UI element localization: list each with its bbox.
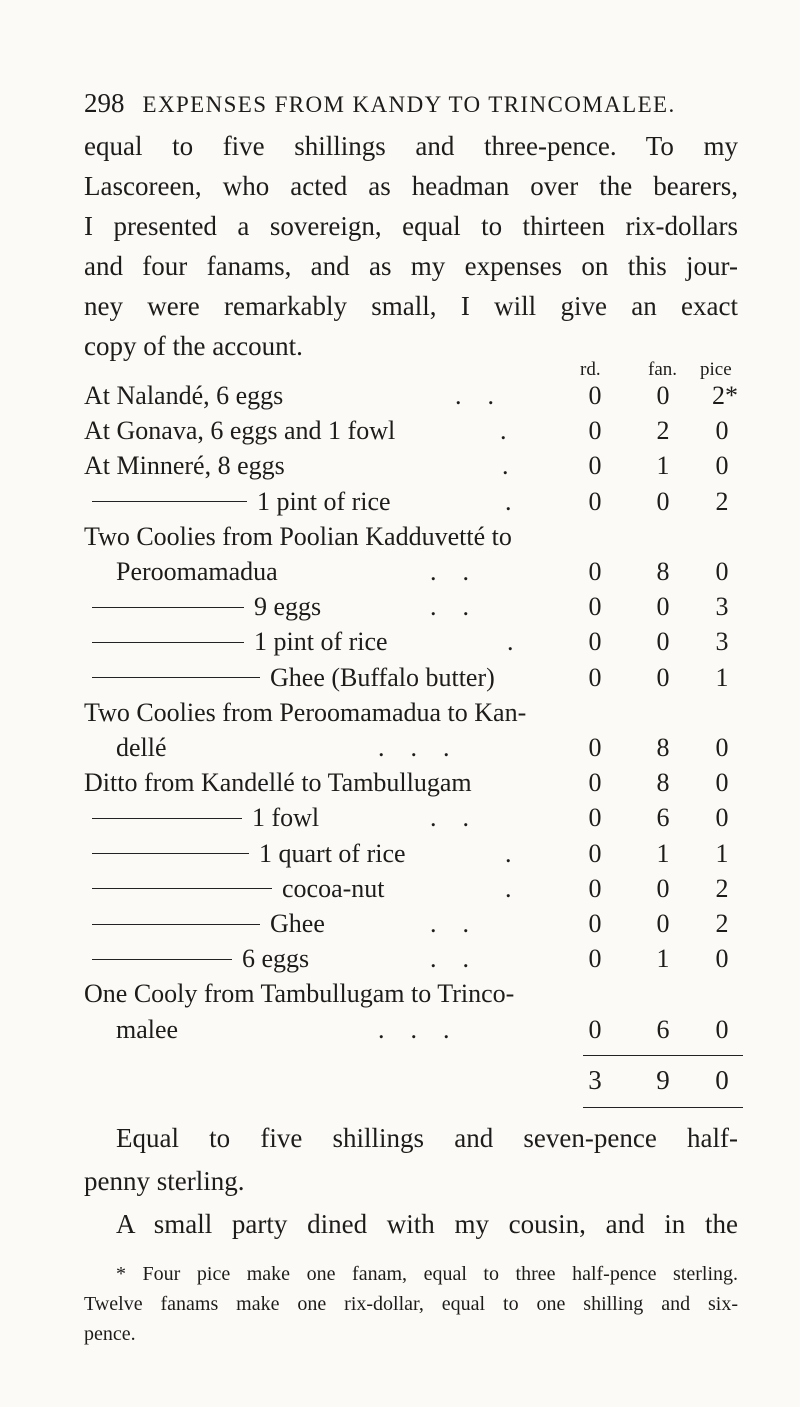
account-row <box>0 768 800 808</box>
account-row <box>0 979 800 1019</box>
row-text: 1 quart of rice <box>259 838 406 868</box>
amount-rd: 0 <box>588 381 602 410</box>
row-text: At Minneré, 8 eggs <box>84 451 285 481</box>
amount-rd: 0 <box>588 803 602 833</box>
ditto-dash <box>92 642 244 643</box>
leader-dots: . . <box>430 803 469 833</box>
amount-rd: 0 <box>588 768 602 798</box>
amount-rd: 0 <box>588 662 602 692</box>
row-text: Ghee <box>270 909 325 938</box>
amount-fan: 0 <box>656 627 670 657</box>
amount-fan: 1 <box>656 838 670 868</box>
account-row <box>0 381 800 421</box>
amount-pice: 1 <box>715 662 729 692</box>
intro-line: Lascoreen, who acted as headman over the bearers, <box>84 171 738 201</box>
leader-dots: . <box>507 627 514 657</box>
footnote-line: pence. <box>84 1322 136 1345</box>
amount-fan: 6 <box>656 1014 670 1044</box>
closing-line: A small party dined with my cousin, and in the <box>116 1208 738 1239</box>
row-text: cocoa-nut <box>282 873 385 903</box>
total-fan: 9 <box>656 1064 670 1095</box>
intro-line: equal to five shillings and three-pence. To my <box>84 131 738 161</box>
account-row <box>0 909 800 949</box>
account-row <box>0 698 800 738</box>
amount-pice: 0 <box>715 733 729 762</box>
total-pice: 0 <box>715 1064 729 1095</box>
row-description <box>116 733 167 763</box>
ditto-dash <box>92 818 242 819</box>
amount-fan: 0 <box>656 381 670 410</box>
total-rd: 3 <box>588 1064 602 1095</box>
row-text: Two Coolies from Poolian Kadduvetté to <box>84 521 512 551</box>
leader-dots: . . . <box>378 733 450 762</box>
amount-rd: 0 <box>588 1014 602 1044</box>
account-row <box>0 592 800 632</box>
row-text: 1 pint of rice <box>254 627 388 657</box>
intro-line: and four fanams, and as my expenses on this jour- <box>84 251 738 281</box>
amount-pice: 0 <box>715 1014 729 1044</box>
leader-dots: . <box>505 873 512 903</box>
column-header-fan: fan. <box>648 359 678 380</box>
row-text: 1 pint of rice <box>257 486 391 516</box>
footnote-line: * Four pice make one fanam, equal to three half-pence sterling. <box>116 1262 738 1285</box>
account-row <box>0 839 800 879</box>
amount-fan: 8 <box>656 768 670 798</box>
account-row <box>0 627 800 667</box>
row-description <box>116 557 278 587</box>
row-description <box>92 944 309 974</box>
account-row <box>0 874 800 914</box>
amount-rd: 0 <box>588 733 602 762</box>
row-description <box>92 803 319 833</box>
amount-pice: 3 <box>715 592 729 622</box>
row-text: Peroomamadua <box>116 557 278 586</box>
amount-pice: 2 <box>715 486 729 516</box>
leader-dots: . . . <box>378 1014 450 1044</box>
row-description <box>84 979 514 1009</box>
leader-dots: . . <box>430 944 469 974</box>
row-text: malee <box>116 1014 179 1044</box>
ditto-dash <box>92 607 244 608</box>
row-description <box>92 839 406 869</box>
row-description <box>84 698 526 728</box>
amount-fan: 0 <box>656 592 670 622</box>
footnote-line: Twelve fanams make one rix-dollar, equal to one shilling and six- <box>84 1292 738 1315</box>
account-row <box>0 557 800 597</box>
closing-line: Equal to five shillings and seven-pence half- <box>116 1122 738 1153</box>
amount-pice: 2* <box>712 381 738 410</box>
leader-dots: . . <box>430 909 469 938</box>
footnote <box>84 1260 738 1350</box>
sum-rule-bottom <box>583 1107 743 1108</box>
row-description <box>84 522 512 552</box>
amount-rd: 0 <box>588 944 602 974</box>
leader-dots: . <box>500 416 507 446</box>
page-number: 298 <box>84 88 125 118</box>
row-description <box>92 909 325 939</box>
row-description <box>84 416 395 446</box>
ditto-dash <box>92 888 272 889</box>
account-row <box>0 487 800 527</box>
account-row <box>0 803 800 843</box>
amount-rd: 0 <box>588 557 602 586</box>
leader-dots: . <box>502 451 509 481</box>
intro-line: ney were remarkably small, I will give an exact <box>84 291 738 321</box>
amount-rd: 0 <box>588 909 602 938</box>
account-row <box>0 944 800 984</box>
row-text: Ditto from Kandellé to Tambullugam <box>84 768 472 798</box>
amount-pice: 3 <box>715 627 729 657</box>
amount-pice: 0 <box>715 803 729 833</box>
amount-rd: 0 <box>588 838 602 868</box>
account-row <box>0 522 800 562</box>
account-row <box>0 416 800 456</box>
leader-dots: . <box>505 486 512 516</box>
leader-dots: . . <box>430 592 469 622</box>
row-description <box>92 663 495 693</box>
amount-rd: 0 <box>588 451 602 481</box>
closing-paragraph <box>84 1117 738 1246</box>
row-text: At Nalandé, 6 eggs <box>84 381 284 410</box>
amount-rd: 0 <box>588 592 602 622</box>
amount-pice: 1 <box>715 838 729 868</box>
column-header-rd: rd. <box>580 359 601 380</box>
account-row <box>0 663 800 703</box>
row-text: 6 eggs <box>242 944 310 974</box>
column-header-pice: pice <box>700 359 732 380</box>
row-description <box>92 592 321 622</box>
amount-fan: 8 <box>656 733 670 762</box>
closing-line: penny sterling. <box>84 1165 245 1196</box>
amount-pice: 2 <box>715 873 729 903</box>
amount-fan: 8 <box>656 557 670 586</box>
amount-pice: 0 <box>715 416 729 446</box>
amount-fan: 0 <box>656 662 670 692</box>
intro-line: I presented a sovereign, equal to thirteen rix-dollars <box>84 211 738 241</box>
amount-rd: 0 <box>588 416 602 446</box>
account-row <box>0 733 800 773</box>
amount-rd: 0 <box>588 873 602 903</box>
row-description <box>84 381 283 411</box>
amount-pice: 0 <box>715 557 729 586</box>
row-description <box>92 627 388 657</box>
row-text: One Cooly from Tambullugam to Trinco- <box>84 979 515 1009</box>
row-description <box>92 487 391 517</box>
intro-line: copy of the account. <box>84 331 303 361</box>
ditto-dash <box>92 959 232 960</box>
amount-pice: 2 <box>715 909 729 938</box>
ditto-dash <box>92 677 260 678</box>
row-text: 1 fowl <box>252 803 320 833</box>
row-description <box>92 874 385 904</box>
amount-rd: 0 <box>588 627 602 657</box>
amount-rd: 0 <box>588 486 602 516</box>
ditto-dash <box>92 501 247 502</box>
amount-fan: 0 <box>656 909 670 938</box>
row-text: Ghee (Buffalo butter) <box>270 662 495 692</box>
running-title: EXPENSES FROM KANDY TO TRINCOMALEE. <box>142 92 676 117</box>
leader-dots: . <box>505 838 512 868</box>
row-text: Two Coolies from Peroomamadua to Kan- <box>84 697 527 727</box>
row-text: dellé <box>116 733 167 762</box>
amount-fan: 0 <box>656 873 670 903</box>
amount-fan: 1 <box>656 451 670 481</box>
ditto-dash <box>92 853 249 854</box>
ditto-dash <box>92 924 260 925</box>
amount-fan: 0 <box>656 486 670 516</box>
row-description <box>84 451 285 481</box>
account-row <box>0 1015 800 1055</box>
amount-pice: 0 <box>715 944 729 974</box>
amount-fan: 2 <box>656 416 670 446</box>
row-text: At Gonava, 6 eggs and 1 fowl <box>84 416 396 446</box>
sum-rule-top <box>583 1055 743 1056</box>
amount-fan: 1 <box>656 944 670 974</box>
account-row <box>0 451 800 491</box>
leader-dots: . . <box>455 381 494 410</box>
amount-pice: 0 <box>715 768 729 798</box>
leader-dots: . . <box>430 557 469 586</box>
amount-pice: 0 <box>715 451 729 481</box>
row-text: 9 eggs <box>254 592 322 622</box>
row-description <box>116 1015 178 1045</box>
row-description <box>84 768 472 798</box>
amount-fan: 6 <box>656 803 670 833</box>
